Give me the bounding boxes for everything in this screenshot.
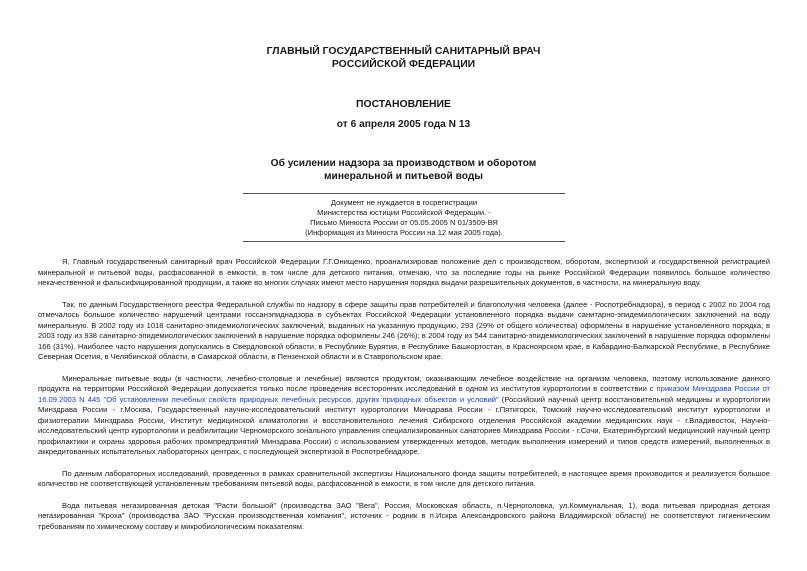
note-line-2: Министерства юстиции Российской Федерации. -	[317, 208, 491, 217]
paragraph-1: Я, Главный государственный санитарный врач Российской Федерации Г.Г.Онищенко, проанализировав положение дел с производством, оборотом, экспертизой и государственной регистрацией минеральной и питьевой воды, расфасованной в емкости, в том числе для детского питания, отмечаю, что за последние годы на рынке Российской Федерации появилось большое количество некачественной и фальсифицированной продукции, а также во многих случаях имеют место нарушения порядка выдачи разрешительных документов, в частности, на минеральную воду.	[38, 257, 770, 287]
paragraph-3-text-after: (Российский научный центр восстановительной медицины и курортологии Минздрава России - г.Москва, Государственный научно-исследовательский институт курортологии Минздрава России - г.Пятигорск, Томский научно-исследовательский институт курортологии и физиотерапии Минздрава России, Институт медицинской климатологии и восстановительного лечения Сибирского отделения Российской академии медицинских наук - г.Владивосток, Научно-исследовательский центр курортологии и реабилитации Черноморского зонального управления специализированных санаториев Минздрава России - г.Сочи, Екатеринбургский медицинский научный центр профилактики и охраны здоровья рабочих промпредприятий Минздрава России) с использованием утвержденных методов, методик выполнения измерений и типов средств измерений, выполненных в аккредитованных испытательных лабораторных центрах, с последующей экспертизой в Роспотребнадзоре.	[38, 394, 770, 456]
order-445-link[interactable]: приказом Минздрава России от 16.09.2003 N 445 "Об установлении лечебных свойств природных лечебных ресурсов, других природных объектов и условий"	[38, 384, 770, 404]
document-date-number: от 6 апреля 2005 года N 13	[336, 119, 471, 130]
paragraph-5: Вода питьевая негазированная детская "Расти большой" (производства ЗАО "Вега", Россия, Московская область, п.Черноголовка, ул.Коммунальная, 1), вода питьевая природная детская негазированная "Кроха" (производства ЗАО "Русская производственная компания", источник - родник в п.Искра Александровского района Владимирской области) не соответствуют гигиеническим требованиям по химическому составу и микробиологическим показателям.	[38, 500, 770, 531]
paragraph-3-text-before: Минеральные питьевые воды (в частности, лечебно-столовые и лечебные) являются продуктом, оказывающим лечебное воздействие на организм человека, поэтому использование данного продукта на территории Российской Федерации допускается только после проведения всесторонних исследований в одном из институтов курортологии в соответствии с	[38, 373, 770, 393]
paragraph-2: Так, по данным Государственного реестра Федеральной службы по надзору в сфере защиты прав потребителей и благополучия человека (далее - Роспотребнадзора), в период с 2002 по 2004 год отмечалось большое количество нарушений центрами госсанэпиднадзора в субъектах Российской Федерации установленного порядка выдачи санитарно-эпидемиологических заключений на воду минеральную. В 2002 году из 1018 санитарно-эпидемиологических заключений, выданных на указанную продукцию, 293 (29% от общего количества) оформлены в нарушение установленного порядка; в 2003 году из 938 санитарно-эпидемиологических заключений в нарушение порядка оформлены 246 (26%); в 2004 году из 544 санитарно-эпидемиологических заключений в нарушение порядка оформлены 166 (31%). Наиболее часто нарушения допускались в Свердловской области, в Республике Бурятия, в Республике Башкортостан, в Красноярском крае, в Кабардино-Балкарской Республике, в Республике Северная Осетия, в Челябинской области, в Самарской области, в Пензенской области и в Ставропольском крае.	[38, 299, 770, 361]
document-type: ПОСТАНОВЛЕНИЕ	[356, 99, 451, 110]
document-title	[0, 157, 807, 183]
title-line-1: Об усилении надзора за производством и оборотом	[270, 158, 537, 169]
authority-line-2: РОССИЙСКОЙ ФЕДЕРАЦИИ	[331, 59, 476, 70]
note-line-3: Письмо Минюста России от 05.05.2005 N 01/3509-ВЯ	[310, 218, 498, 227]
note-line-4: (Информация из Минюста России на 12 мая 2005 года).	[305, 228, 503, 237]
paragraph-4: По данным лабораторных исследований, проведенных в рамках сравнительной экспертизы Национального фонда защиты потребителей, в настоящее время производится и реализуется большое количество не соответствующей установленным требованиям питьевой воды, расфасованной в емкости, в том числе для детского питания.	[38, 468, 770, 488]
note-line-1: Документ не нуждается в госрегистрации	[330, 198, 478, 207]
document-body	[38, 257, 770, 543]
authority-line-1: ГЛАВНЫЙ ГОСУДАРСТВЕННЫЙ САНИТАРНЫЙ ВРАЧ	[266, 46, 541, 57]
title-line-2: минеральной и питьевой воды	[324, 171, 483, 182]
registration-note	[243, 193, 565, 242]
issuing-authority	[0, 45, 807, 71]
paragraph-3	[38, 374, 770, 458]
